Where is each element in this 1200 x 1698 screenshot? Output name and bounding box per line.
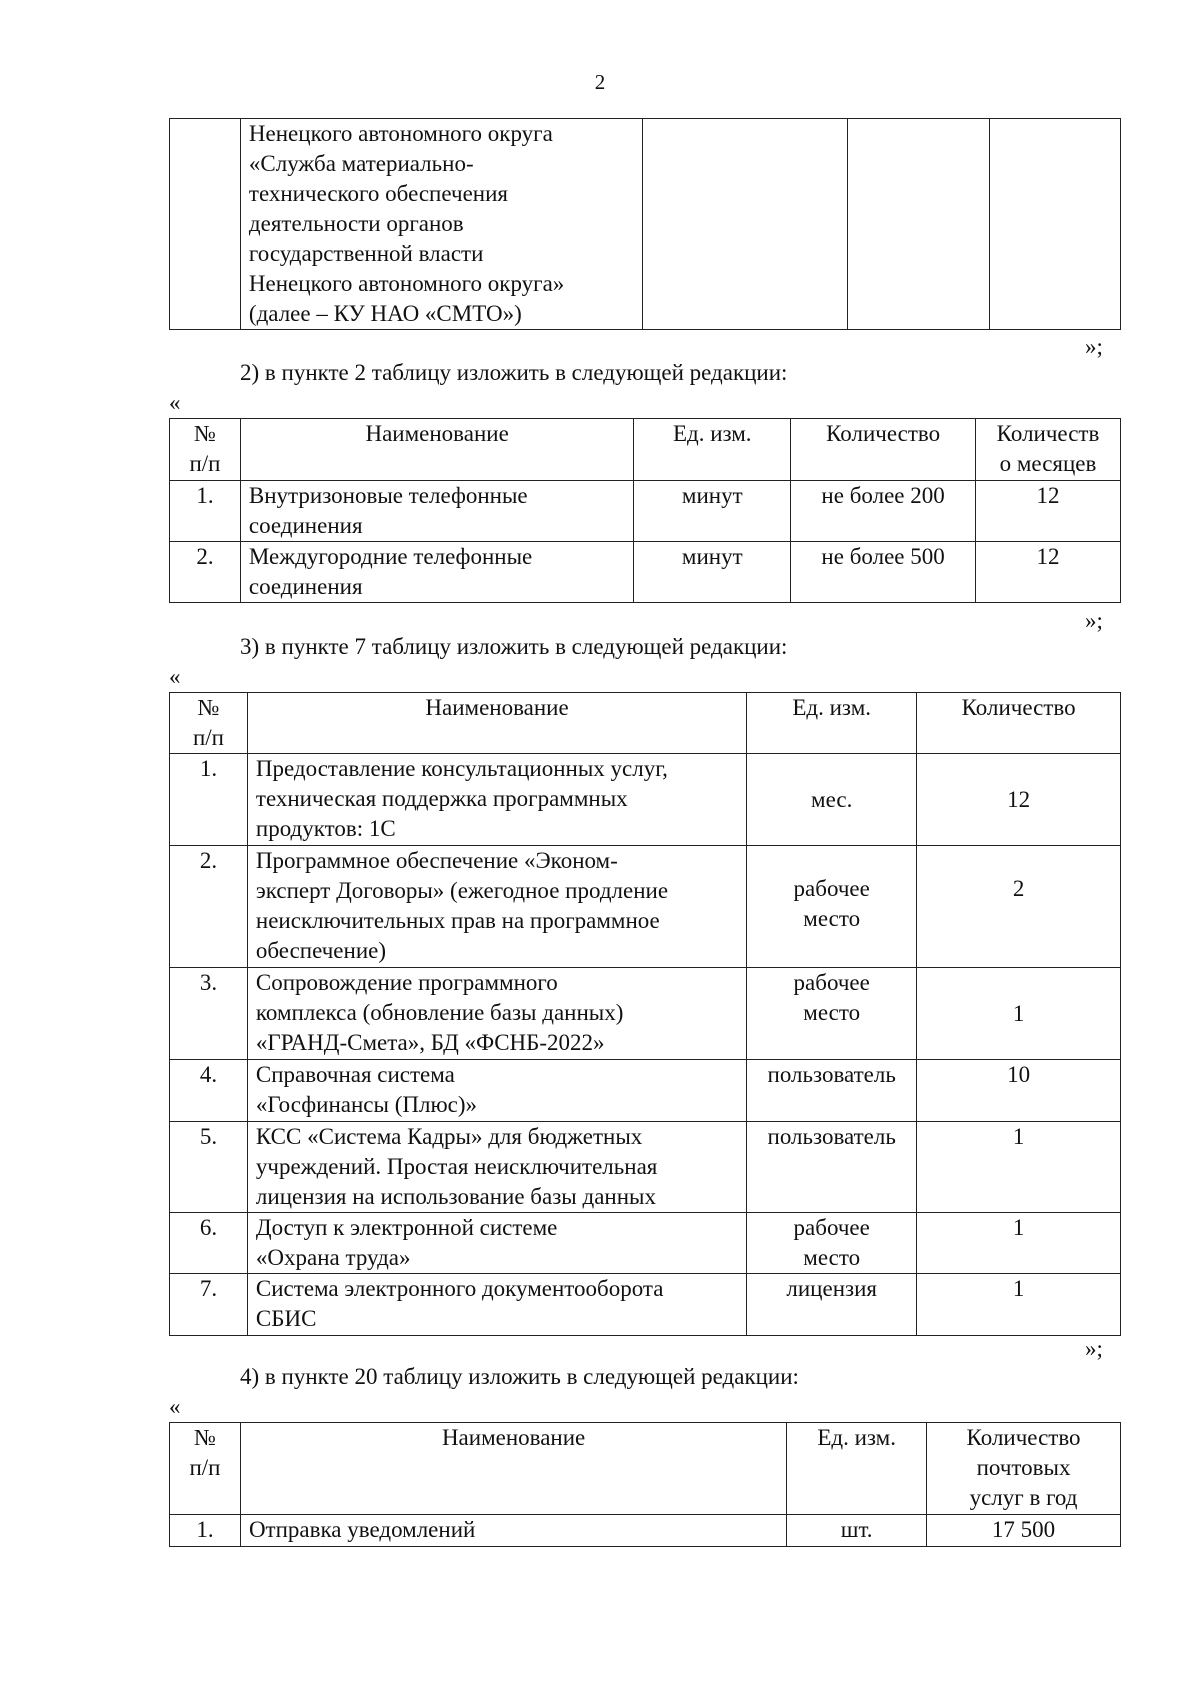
row-num: 5. — [170, 1122, 248, 1213]
row-qty: не более 200 — [791, 481, 976, 542]
header-num: № п/п — [170, 419, 241, 481]
row-num: 2. — [170, 846, 248, 968]
table-section-2 — [169, 418, 1121, 603]
row-qty: 17 500 — [927, 1515, 1121, 1547]
name-line: государственной власти — [248, 241, 484, 266]
row-name: Система электронного документооборота СБИС — [247, 1274, 746, 1336]
header-qty: Количество — [917, 693, 1121, 754]
header-name: Наименование — [240, 1423, 786, 1515]
table-row — [170, 1213, 1121, 1274]
section-2-intro: 2) в пункте 2 таблицу изложить в следующей редакции: — [240, 360, 788, 385]
row-qty: не более 500 — [791, 542, 976, 603]
section-3-intro: 3) в пункте 7 таблицу изложить в следующей редакции: — [240, 634, 788, 659]
opening-quote: « — [169, 1394, 181, 1419]
row-qty: 1 — [917, 1213, 1121, 1274]
header-qty: Количество почтовых услуг в год — [927, 1423, 1121, 1515]
table-row — [170, 1122, 1121, 1213]
row-name: Справочная система «Госфинансы (Плюс)» — [247, 1060, 746, 1122]
header-qty: Количество — [791, 419, 976, 481]
table-row — [170, 481, 1121, 542]
row-name: Междугородние телефонные соединения — [240, 542, 633, 603]
row-num: 7. — [170, 1274, 248, 1336]
opening-quote: « — [169, 664, 181, 689]
name-line: Ненецкого автономного округа» — [248, 271, 565, 296]
table-section-3 — [169, 692, 1121, 1336]
header-unit: Ед. изм. — [634, 419, 791, 481]
row-unit: минут — [634, 481, 791, 542]
table-row — [170, 1274, 1121, 1336]
row-qty: 1 — [917, 968, 1121, 1060]
table-row — [170, 846, 1121, 968]
row-name: Отправка уведомлений — [240, 1515, 786, 1547]
row-num: 1. — [170, 1515, 241, 1547]
table-row — [170, 119, 1121, 330]
row-unit: рабочее место — [747, 1213, 917, 1274]
table-header-row — [170, 693, 1121, 754]
opening-quote: « — [169, 390, 181, 415]
row-name: КСС «Система Кадры» для бюджетных учреждений. Простая неисключительная лицензия на использование базы данных — [247, 1122, 746, 1213]
row-unit: минут — [634, 542, 791, 603]
table-row — [170, 1060, 1121, 1122]
header-name: Наименование — [240, 419, 633, 481]
section-4-intro: 4) в пункте 20 таблицу изложить в следующей редакции: — [240, 1364, 799, 1389]
name-line: Ненецкого автономного округа — [248, 121, 553, 146]
closing-quote: »; — [1085, 334, 1103, 359]
row-unit: лицензия — [747, 1274, 917, 1336]
row-name: Программное обеспечение «Эконом- эксперт Договоры» (ежегодное продление неисключительных прав на программное обеспечение) — [247, 846, 746, 968]
table-header-row — [170, 419, 1121, 481]
header-name: Наименование — [247, 693, 746, 754]
cell-empty — [848, 119, 990, 330]
table-continuation — [169, 118, 1121, 330]
row-qty: 10 — [917, 1060, 1121, 1122]
row-name: Сопровождение программного комплекса (обновление базы данных) «ГРАНД-Смета», БД «ФСНБ-2022» — [247, 968, 746, 1060]
table-row — [170, 542, 1121, 603]
row-unit: пользователь — [747, 1122, 917, 1213]
row-unit: рабочее место — [747, 846, 917, 968]
closing-quote: »; — [1085, 608, 1103, 633]
cell-name — [240, 119, 642, 330]
header-num: № п/п — [170, 1423, 241, 1515]
name-line: технического обеспечения — [248, 181, 508, 206]
name-line: «Служба материально- — [248, 151, 474, 176]
row-num: 2. — [170, 542, 241, 603]
row-unit: мес. — [747, 754, 917, 846]
table-row — [170, 754, 1121, 846]
row-qty: 12 — [917, 754, 1121, 846]
table-row — [170, 1515, 1121, 1547]
row-name: Доступ к электронной системе «Охрана труда» — [247, 1213, 746, 1274]
row-num: 1. — [170, 481, 241, 542]
row-name: Предоставление консультационных услуг, техническая поддержка программных продуктов: 1С — [247, 754, 746, 846]
page-number: 2 — [594, 70, 606, 94]
row-unit: рабочее место — [747, 968, 917, 1060]
row-qty: 1 — [917, 1122, 1121, 1213]
table-row — [170, 968, 1121, 1060]
header-unit: Ед. изм. — [747, 693, 917, 754]
row-unit: пользователь — [747, 1060, 917, 1122]
closing-quote: »; — [1085, 1336, 1103, 1361]
table-header-row — [170, 1423, 1121, 1515]
row-months: 12 — [976, 542, 1121, 603]
header-num: № п/п — [170, 693, 248, 754]
row-unit: шт. — [787, 1515, 927, 1547]
row-num: 3. — [170, 968, 248, 1060]
row-num: 4. — [170, 1060, 248, 1122]
table-section-4 — [169, 1422, 1121, 1547]
name-line: (далее – КУ НАО «СМТО») — [248, 301, 522, 326]
header-unit: Ед. изм. — [787, 1423, 927, 1515]
name-line: деятельности органов — [248, 211, 464, 236]
row-qty: 2 — [917, 846, 1121, 968]
cell-empty — [990, 119, 1121, 330]
cell-num — [170, 119, 241, 330]
row-qty: 1 — [917, 1274, 1121, 1336]
row-months: 12 — [976, 481, 1121, 542]
row-name: Внутризоновые телефонные соединения — [240, 481, 633, 542]
header-months: Количеств о месяцев — [976, 419, 1121, 481]
row-num: 1. — [170, 754, 248, 846]
row-num: 6. — [170, 1213, 248, 1274]
cell-empty — [642, 119, 848, 330]
